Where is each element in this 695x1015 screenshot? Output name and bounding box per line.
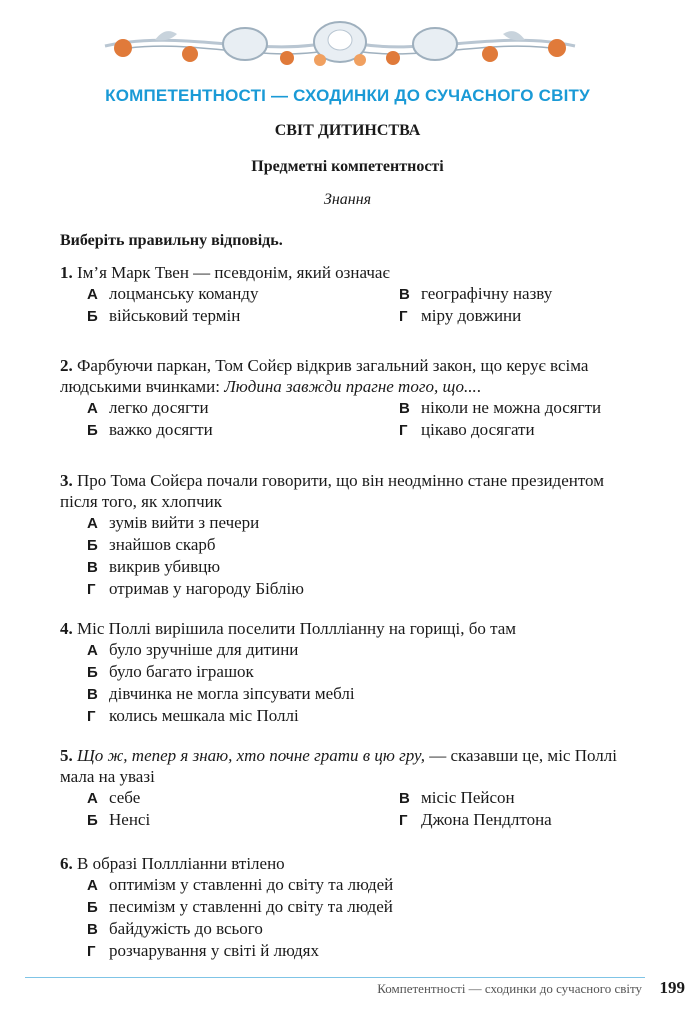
answer-options: [87, 787, 645, 831]
question-text: Про Тома Сойєра почали говорити, що він неодмінно стане президентом після того, як хлопчик: [60, 471, 604, 511]
question-number: 1.: [60, 263, 73, 282]
answer-option[interactable]: [87, 940, 645, 962]
question-text-end: .: [476, 377, 482, 396]
option-letter: А: [87, 515, 98, 532]
option-text: байдужість до всього: [109, 919, 263, 938]
option-text: лоцманську команду: [109, 284, 259, 303]
option-text: знайшов скарб: [109, 535, 216, 554]
option-letter: Б: [87, 812, 98, 829]
option-letter: Б: [87, 422, 98, 439]
answer-option[interactable]: [399, 397, 645, 419]
answer-option[interactable]: [87, 661, 645, 683]
option-text: легко досягти: [109, 398, 209, 417]
answer-option[interactable]: [87, 896, 645, 918]
answer-option[interactable]: [399, 419, 645, 441]
option-letter: Г: [87, 581, 96, 598]
question-text: Міс Поллі вирішила поселити Поллліанну на горищі, бо там: [77, 619, 517, 638]
option-text: отримав у нагороду Біблію: [109, 579, 304, 598]
option-text: зумів вийти з печери: [109, 513, 260, 532]
option-text: ніколи не можна досягти: [421, 398, 602, 417]
answer-option[interactable]: [87, 809, 399, 831]
option-text: себе: [109, 788, 141, 807]
answer-option[interactable]: [87, 683, 645, 705]
answer-option[interactable]: [87, 639, 645, 661]
question-quote: Людина завжди прагне того, що...: [224, 377, 477, 396]
answer-option[interactable]: [87, 397, 399, 419]
answer-option[interactable]: [87, 874, 645, 896]
page-number: 199: [659, 978, 685, 997]
answer-options: [87, 874, 645, 962]
answer-options: [87, 639, 645, 727]
option-letter: А: [87, 286, 98, 303]
option-letter: В: [87, 921, 98, 938]
option-letter: Г: [399, 812, 408, 829]
option-letter: А: [87, 400, 98, 417]
option-letter: А: [87, 877, 98, 894]
option-letter: Б: [87, 537, 98, 554]
answer-option[interactable]: [399, 305, 645, 327]
option-letter: Б: [87, 664, 98, 681]
instruction: Виберіть правильну відповідь.: [60, 232, 283, 249]
footer-running-title: Компетентності — сходинки до сучасного світу: [377, 981, 642, 996]
option-text: місіс Пейсон: [421, 788, 515, 807]
option-letter: Г: [87, 708, 96, 725]
option-text: географічну назву: [421, 284, 553, 303]
option-text: Джона Пендлтона: [421, 810, 552, 829]
answer-options: [87, 283, 645, 327]
question-number: 2.: [60, 356, 73, 375]
question-stem: [60, 745, 645, 787]
option-letter: В: [399, 790, 410, 807]
option-letter: Б: [87, 308, 98, 325]
answer-option[interactable]: [87, 787, 399, 809]
answer-option[interactable]: [87, 283, 399, 305]
section-title: СВІТ ДИТИНСТВА: [274, 122, 421, 139]
question-2: [60, 355, 645, 441]
question-5: [60, 745, 645, 831]
question-stem: [60, 355, 645, 397]
answer-option[interactable]: [87, 918, 645, 940]
answer-option[interactable]: [87, 705, 645, 727]
option-letter: Г: [399, 422, 408, 439]
answer-option[interactable]: [399, 283, 645, 305]
option-letter: А: [87, 642, 98, 659]
question-text: Фарбуючи паркан, Том Сойєр відкрив загальний закон, що керує всіма людськими вчинками:: [60, 356, 589, 396]
question-text: В образі Поллліанни втілено: [77, 854, 285, 873]
option-text: було багато іграшок: [109, 662, 254, 681]
answer-option[interactable]: [87, 419, 399, 441]
subsection-title: Предметні компетентності: [251, 158, 444, 175]
option-text: песимізм у ставленні до світу та людей: [109, 897, 393, 916]
option-letter: Г: [87, 943, 96, 960]
question-stem: [60, 853, 645, 874]
question-number: 6.: [60, 854, 73, 873]
question-quote: Що ж, тепер я знаю, хто почне грати в цю гру,: [77, 746, 425, 765]
question-stem: [60, 470, 645, 512]
option-letter: В: [399, 400, 410, 417]
question-stem: [60, 262, 645, 283]
question-number: 4.: [60, 619, 73, 638]
question-3: [60, 470, 645, 600]
option-text: викрив убивцю: [109, 557, 221, 576]
option-text: цікаво досягати: [421, 420, 535, 439]
option-letter: Г: [399, 308, 408, 325]
question-number: 3.: [60, 471, 73, 490]
option-letter: В: [87, 559, 98, 576]
option-text: розчарування у світі й людях: [109, 941, 319, 960]
option-text: військовий термін: [109, 306, 241, 325]
option-letter: Б: [87, 899, 98, 916]
option-letter: В: [87, 686, 98, 703]
option-text: важко досягти: [109, 420, 213, 439]
option-text: було зручніше для дитини: [109, 640, 299, 659]
answer-option[interactable]: [87, 578, 645, 600]
option-text: оптимізм у ставленні до світу та людей: [109, 875, 394, 894]
option-text: міру довжини: [421, 306, 522, 325]
question-4: [60, 618, 645, 727]
answer-option[interactable]: [87, 512, 645, 534]
footer-divider: [25, 977, 645, 978]
chapter-title: КОМПЕТЕНТНОСТІ — СХОДИНКИ ДО СУЧАСНОГО СВІТУ: [105, 86, 590, 105]
option-text: колись мешкала міс Поллі: [109, 706, 299, 725]
question-text: Ім’я Марк Твен — псевдонім, який означає: [77, 263, 390, 282]
floral-ornament-icon: [95, 10, 585, 70]
question-text: — сказавши це, міс Поллі мала на увазі: [60, 746, 617, 786]
option-text: дівчинка не могла зіпсувати меблі: [109, 684, 355, 703]
question-1: [60, 262, 645, 327]
question-stem: [60, 618, 645, 639]
question-6: [60, 853, 645, 962]
answer-option[interactable]: [87, 534, 645, 556]
answer-options: [87, 397, 645, 441]
answer-options: [87, 512, 645, 600]
answer-option[interactable]: [399, 809, 645, 831]
category-title: Знання: [323, 191, 372, 208]
option-letter: В: [399, 286, 410, 303]
answer-option[interactable]: [87, 556, 645, 578]
question-number: 5.: [60, 746, 73, 765]
option-text: Ненсі: [109, 810, 151, 829]
answer-option[interactable]: [399, 787, 645, 809]
option-letter: А: [87, 790, 98, 807]
answer-option[interactable]: [87, 305, 399, 327]
